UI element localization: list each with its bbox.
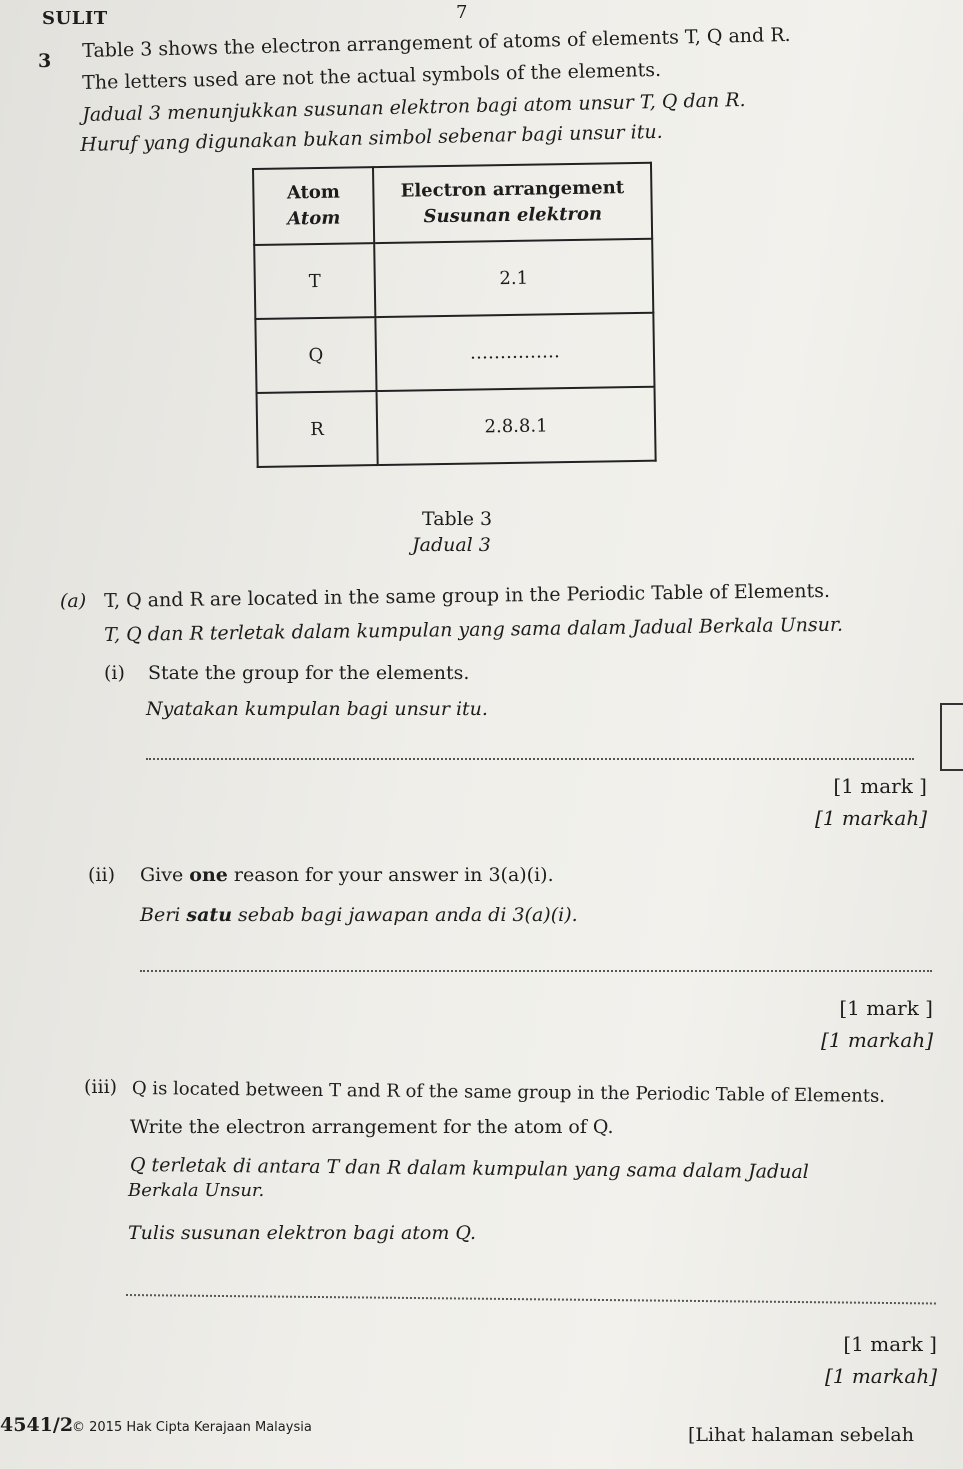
part-a-i-question-en: State the group for the elements. xyxy=(148,662,470,684)
part-a-ii-mark-en: [1 mark ] xyxy=(839,996,933,1020)
table-header-row xyxy=(253,163,652,245)
part-a-ii-ms-post: sebab bagi jawapan anda di 3(a)(i). xyxy=(232,904,578,926)
part-a-iii-mark-en: [1 mark ] xyxy=(843,1332,937,1356)
part-a-iii-mark-ms: [1 markah] xyxy=(824,1364,937,1388)
part-a-statement-ms: T, Q dan R terletak dalam kumpulan yang sama dalam Jadual Berkala Unsur. xyxy=(104,613,844,646)
table-caption-ms: Jadual 3 xyxy=(412,534,491,556)
part-a-i-label: (i) xyxy=(104,662,125,684)
header-atom-ms: Atom xyxy=(287,207,341,230)
part-a-iii-question-ms-line3: Tulis susunan elektron bagi atom Q. xyxy=(128,1222,477,1244)
part-a-iii-question-ms-line1: Q terletak di antara T dan R dalam kumpulan yang sama dalam Jadual xyxy=(129,1154,809,1184)
arrangement-cell: 2.1 xyxy=(374,239,653,317)
next-page-note: [Lihat halaman sebelah xyxy=(688,1424,914,1446)
part-a-label: (a) xyxy=(60,590,87,612)
part-a-ii-answer-line[interactable] xyxy=(140,970,932,972)
copyright-notice: © 2015 Hak Cipta Kerajaan Malaysia xyxy=(72,1420,312,1435)
intro-ms-line2: Huruf yang digunakan bukan simbol sebenar bagi unsur itu. xyxy=(80,120,663,156)
part-a-ii-en-post: reason for your answer in 3(a)(i). xyxy=(227,864,554,886)
table-row xyxy=(255,313,654,393)
part-a-ii-en-pre: Give xyxy=(140,864,190,886)
part-a-i-mark-en: [1 mark ] xyxy=(833,774,927,798)
header-arrangement-ms: Susunan elektron xyxy=(423,203,603,228)
part-a-iii-question-ms-line2: Berkala Unsur. xyxy=(128,1180,265,1201)
part-a-ii-en-bold: one xyxy=(189,864,228,886)
intro-ms-line1: Jadual 3 menunjukkan susunan elektron bagi atom unsur T, Q dan R. xyxy=(82,88,746,126)
header-atom-en: Atom xyxy=(286,181,341,204)
paper-code: 4541/2 xyxy=(0,1414,74,1436)
atom-cell: R xyxy=(257,391,378,467)
electron-arrangement-table xyxy=(252,162,657,468)
question-number: 3 xyxy=(38,50,52,72)
intro-en-line1: Table 3 shows the electron arrangement of atoms of elements T, Q and R. xyxy=(82,23,791,62)
part-a-iii-question-en-line1: Q is located between T and R of the same group in the Periodic Table of Elements. xyxy=(131,1078,886,1107)
atom-cell: T xyxy=(254,243,375,319)
part-a-ii-question-en xyxy=(140,864,554,886)
part-a-ii-question-ms xyxy=(140,904,578,926)
intro-en-line2: The letters used are not the actual symbols of the elements. xyxy=(82,58,662,94)
mark-box-bracket xyxy=(940,703,963,771)
part-a-iii-answer-line[interactable] xyxy=(126,1294,936,1304)
header-atom xyxy=(253,167,374,245)
part-a-i-mark-ms: [1 markah] xyxy=(814,806,927,830)
header-arrangement-en: Electron arrangement xyxy=(400,177,625,202)
atom-cell: Q xyxy=(255,317,376,393)
part-a-i-answer-line[interactable] xyxy=(146,758,914,760)
sulit-label: SULIT xyxy=(42,8,108,29)
part-a-i-question-ms: Nyatakan kumpulan bagi unsur itu. xyxy=(146,698,488,720)
table-row xyxy=(254,239,653,319)
arrangement-cell: 2.8.8.1 xyxy=(377,387,656,465)
part-a-statement-en: T, Q and R are located in the same group in the Periodic Table of Elements. xyxy=(104,579,831,612)
part-a-ii-ms-bold: satu xyxy=(186,904,233,926)
part-a-ii-ms-pre: Beri xyxy=(140,904,187,926)
page-number: 7 xyxy=(456,2,468,23)
part-a-iii-question-en-line2: Write the electron arrangement for the atom of Q. xyxy=(130,1116,614,1138)
arrangement-answer-blank[interactable]: …………… xyxy=(375,313,654,391)
table-row xyxy=(257,387,656,467)
table-caption-en: Table 3 xyxy=(422,508,493,530)
part-a-ii-mark-ms: [1 markah] xyxy=(820,1028,933,1052)
header-electron-arrangement xyxy=(373,163,652,243)
part-a-ii-label: (ii) xyxy=(88,864,115,886)
part-a-iii-label: (iii) xyxy=(84,1076,118,1098)
